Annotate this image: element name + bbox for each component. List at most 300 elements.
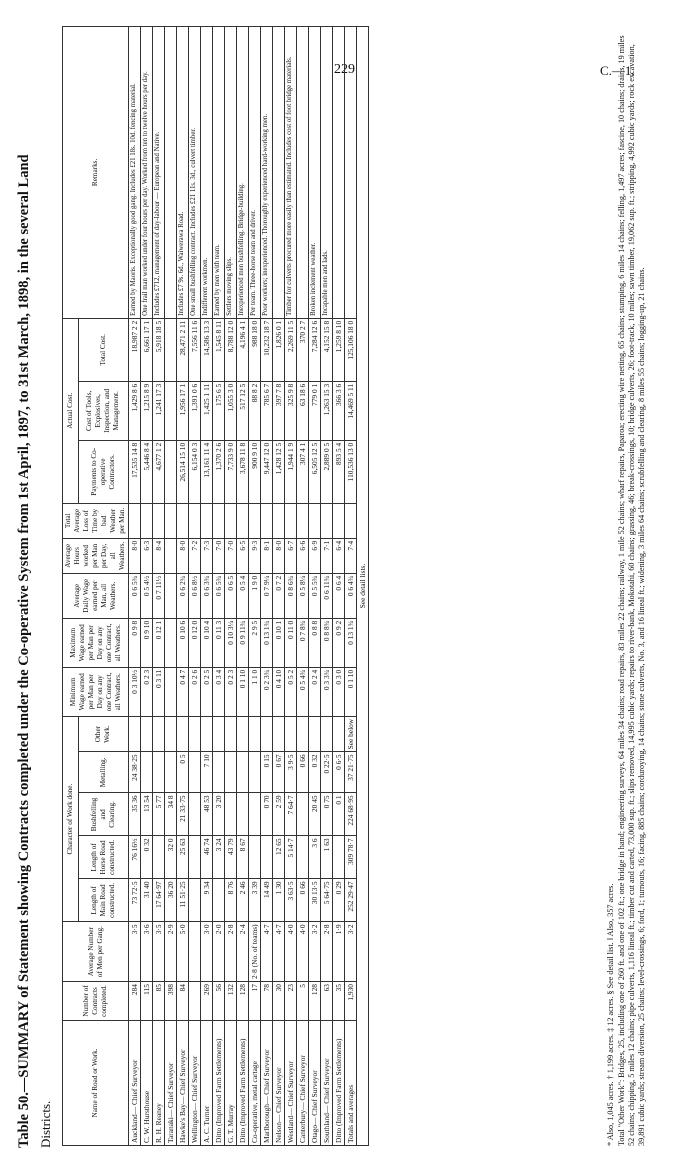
cell-remarks: Includes £712, management of day-labour — European and Native. [153, 27, 165, 319]
header-other-work: Other Work. [78, 716, 128, 752]
header-tools: Cost of Tools, Explosives, Inspection, and Management. [78, 381, 128, 440]
cell-payments: 3,678 11 8 [237, 440, 249, 503]
cell-men: 2·8 (No. of teams) [249, 922, 261, 982]
cell-contracts: 128 [309, 982, 321, 1021]
cell-hours: 6·9 [309, 538, 321, 573]
cell-bush: 5 77 [153, 793, 165, 836]
cell-min: 0 4 10 [273, 667, 285, 716]
cell-metal: 24 38·25 [129, 752, 141, 793]
cell-metal: 0 22·5 [321, 752, 333, 793]
cell-metal [249, 752, 261, 793]
cell-avg: 0 5 5¾ [309, 573, 321, 618]
cell-hours: 7·2 [189, 538, 201, 573]
cell-bush: 2 59 [273, 793, 285, 836]
cell-max [165, 618, 177, 667]
cell-total: 370 2 7 [297, 318, 309, 381]
total-metal: 37 21·75 [345, 752, 357, 793]
cell-avg [165, 573, 177, 618]
cell-total: 4,196 4 1 [237, 318, 249, 381]
cell-hours: 8·0 [129, 538, 141, 573]
cell-men: 3·0 [201, 922, 213, 982]
cell-contracts: 56 [213, 982, 225, 1021]
table-row [333, 27, 345, 1146]
cell-min: 0 2 3 [225, 667, 237, 716]
cell-horse [249, 836, 261, 879]
cell-horse: 3 6 [309, 836, 321, 879]
cell-lost [333, 503, 345, 538]
cell-total: 2,269 11 5 [285, 318, 297, 381]
cell-remarks: Indifferent workmen. [201, 27, 213, 319]
total-horse: 309 78·7 [345, 836, 357, 879]
cell-contracts: 284 [129, 982, 141, 1021]
cell-total: 8,788 12 0 [225, 318, 237, 381]
total-main: 252 29·47 [345, 879, 357, 922]
cell-men: 2·4 [237, 922, 249, 982]
cell-min: 0 4 7 [177, 667, 189, 716]
cell-avg: 0 6 8½ [189, 573, 201, 618]
cell-max: 0 10 4 [201, 618, 213, 667]
header-metalling: Metalling. [78, 752, 128, 793]
cell-avg: 0 5 4½ [141, 573, 153, 618]
cell-other [321, 716, 333, 752]
cell-name: Ditto (Improved Farm Settlements) [237, 1021, 249, 1146]
total-contracts: 1,930 [345, 982, 357, 1021]
cell-tools: 63 18 6 [297, 381, 309, 440]
cell-total: 1,826 0 1 [273, 318, 285, 381]
cell-max: 2 9 5 [249, 618, 261, 667]
cell-bush [189, 793, 201, 836]
cell-horse: 46 74 [201, 836, 213, 879]
total-label: Totals and averages [345, 1021, 357, 1146]
cell-avg: 0 6 5¾ [213, 573, 225, 618]
header-remarks: Remarks. [63, 27, 129, 319]
cell-max: 0 8 8 [309, 618, 321, 667]
cell-other [177, 716, 189, 752]
table-row [225, 27, 237, 1146]
cell-other [153, 716, 165, 752]
cell-horse: 12 65 [273, 836, 285, 879]
cell-total: 988 18 0 [249, 318, 261, 381]
cell-other [309, 716, 321, 752]
cell-men: 3·2 [309, 922, 321, 982]
total-total: 125,106 18 0 [345, 318, 357, 381]
cell-other [249, 716, 261, 752]
cell-bush: 13 54 [141, 793, 153, 836]
cell-metal: 0 15 [261, 752, 273, 793]
cell-metal: 0 32 [309, 752, 321, 793]
cell-bush: 35 36 [129, 793, 141, 836]
cell-horse: 1 63 [321, 836, 333, 879]
header-payments: Payments to Co-operative Contractors. [78, 440, 128, 503]
cell-total: 10,232 18 7 [261, 318, 273, 381]
cell-tools [165, 381, 177, 440]
table-row [249, 27, 261, 1146]
cell-other [129, 716, 141, 752]
page-code: C.—1. [600, 63, 635, 78]
cell-horse [297, 836, 309, 879]
total-lost [345, 503, 357, 538]
cell-men: 3·5 [153, 922, 165, 982]
cell-remarks: One frail man worked under four hours per day. Worked from ten to twelve hours per day. [141, 27, 153, 319]
cell-bush [237, 793, 249, 836]
cell-payments: 6,505 12 5 [309, 440, 321, 503]
cell-payments: 1,428 12 5 [273, 440, 285, 503]
cell-min: 0 3 3¾ [321, 667, 333, 716]
cell-payments: 1,370 2 6 [213, 440, 225, 503]
cell-main: 3 63·5 [285, 879, 297, 922]
cell-total: 28,471 2 11 [177, 318, 189, 381]
cell-name: Auckland— Chief Surveyor [129, 1021, 141, 1146]
total-remarks [345, 27, 357, 319]
cell-contracts: 84 [177, 982, 189, 1021]
cell-max: 0 9 11¾ [237, 618, 249, 667]
cell-tools: 88 8 2 [249, 381, 261, 440]
cell-other [297, 716, 309, 752]
cell-payments: 5,446 8 4 [141, 440, 153, 503]
cell-other [213, 716, 225, 752]
cell-hours: 8·4 [153, 538, 165, 573]
cell-avg: 0 6 2¾ [177, 573, 189, 618]
cell-men: 2·9 [165, 922, 177, 982]
cell-tools: 175 6 5 [213, 381, 225, 440]
cell-lost [153, 503, 165, 538]
cell-men: 4·0 [297, 922, 309, 982]
cell-horse: 5 14·7 [285, 836, 297, 879]
cell-avg: 1 9 0 [249, 573, 261, 618]
header-total-cost: Total Cost. [78, 318, 128, 381]
total-payments: 110,536 13 0 [345, 440, 357, 503]
cell-main: 3 39 [249, 879, 261, 922]
cell-contracts: 63 [321, 982, 333, 1021]
cell-min: 0 3 4 [213, 667, 225, 716]
table-row [165, 27, 177, 1146]
cell-main: 5 64·75 [321, 879, 333, 922]
cell-payments: 6,154 0 3 [189, 440, 201, 503]
cell-payments: 900 9 10 [249, 440, 261, 503]
cell-horse [261, 836, 273, 879]
cell-horse: 76 16½ [129, 836, 141, 879]
cell-min: 0 3 11 [153, 667, 165, 716]
cell-contracts: 23 [285, 982, 297, 1021]
cell-lost [321, 503, 333, 538]
cell-contracts: 269 [201, 982, 213, 1021]
cell-min: 1 1 0 [249, 667, 261, 716]
cell-avg: 0 8 6¾ [285, 573, 297, 618]
cell-max: 0 11 0 [285, 618, 297, 667]
header-horse-road: Length of Horse Road constructed. [78, 836, 128, 879]
table-row [321, 27, 333, 1146]
cell-metal: 3 9·5 [285, 752, 297, 793]
cell-total: 7,284 12 6 [309, 318, 321, 381]
cell-max: 0 9 2 [333, 618, 345, 667]
header-main-road: Length of Main Road constructed. [78, 879, 128, 922]
cell-lost [273, 503, 285, 538]
cell-remarks [165, 27, 177, 319]
total-men: 3·2 [345, 922, 357, 982]
cell-total: 1,259 8 10 [333, 318, 345, 381]
total-tools: 14,469 5 11 [345, 381, 357, 440]
cell-payments: 1,944 1 9 [285, 440, 297, 503]
cell-main: 8 76 [225, 879, 237, 922]
cell-remarks: Incapable men and lads. [321, 27, 333, 319]
cell-bush [225, 793, 237, 836]
cell-main: 36 20 [165, 879, 177, 922]
cell-men: 5·0 [177, 922, 189, 982]
cell-remarks: Includes £7 9s. 6d., Waiwerawa Road. [177, 27, 189, 319]
table-row [189, 27, 201, 1146]
cell-main: 0 29 [333, 879, 345, 922]
cell-total: 5,918 18 5 [153, 318, 165, 381]
cell-contracts: 115 [141, 982, 153, 1021]
cell-tools: 1,263 15 3 [321, 381, 333, 440]
cell-metal [141, 752, 153, 793]
cell-hours: 8·0 [177, 538, 189, 573]
cell-metal: 0 5 [177, 752, 189, 793]
cell-name: Otago— Chief Surveyor [309, 1021, 321, 1146]
cell-tools: 397 7 8 [273, 381, 285, 440]
cell-max: 0 10 1 [273, 618, 285, 667]
cell-min: 0 3 10½ [129, 667, 141, 716]
see-detail-note: See detail lists. [357, 27, 369, 1146]
cell-tools: 1,956 17 1 [177, 381, 189, 440]
cell-name: Ditto (Improved Farm Settlements) [333, 1021, 345, 1146]
cell-men: 3·6 [141, 922, 153, 982]
cell-lost [177, 503, 189, 538]
footnote-inline: * Also, 1,045 acres. † 1,199 acres. ‡ 12 acres. § See detail list. ‖ Also, 357 acres. [606, 883, 615, 1146]
table-row [297, 27, 309, 1146]
cell-min: 0 2 6 [189, 667, 201, 716]
table-row [129, 27, 141, 1146]
cell-horse: 3 24 [213, 836, 225, 879]
cell-contracts: 128 [237, 982, 249, 1021]
cell-other [141, 716, 153, 752]
cell-horse [189, 836, 201, 879]
cell-other [225, 716, 237, 752]
cell-lost [165, 503, 177, 538]
cell-horse: 43 79 [225, 836, 237, 879]
cell-men: 3·5 [129, 922, 141, 982]
cell-metal [225, 752, 237, 793]
cell-men: 4·7 [261, 922, 273, 982]
cell-total: 18,987 2 2 [129, 318, 141, 381]
cell-hours: 7·1 [321, 538, 333, 573]
cell-main [189, 879, 201, 922]
cell-horse [333, 836, 345, 879]
cell-bush [297, 793, 309, 836]
cell-hours: 6·6 [297, 538, 309, 573]
cell-horse: 32 0 [165, 836, 177, 879]
cell-remarks: Settlers moving slips. [225, 27, 237, 319]
cell-metal: 7 10 [201, 752, 213, 793]
cell-avg: 0 6 5¾ [129, 573, 141, 618]
cell-hours: 6·4 [333, 538, 345, 573]
cell-min: 0 1 10 [237, 667, 249, 716]
cell-main [213, 879, 225, 922]
cell-lost [129, 503, 141, 538]
header-character: Character of Work done. [63, 716, 79, 922]
footnotes [606, 26, 648, 1146]
cell-main: 11 51·25 [177, 879, 189, 922]
cell-name: R. H. Reaney [153, 1021, 165, 1146]
cell-name: Nelson— Chief Surveyor [273, 1021, 285, 1146]
cell-horse: 25 63 [177, 836, 189, 879]
cell-tools: 779 0 1 [309, 381, 321, 440]
cell-max: 0 12 1 [153, 618, 165, 667]
cell-hours: 9·3 [249, 538, 261, 573]
table-row [273, 27, 285, 1146]
cell-payments: 13,161 11 4 [201, 440, 213, 503]
cell-men: 2·0 [213, 922, 225, 982]
cell-remarks: Inexperienced men bushfelling. Bridge-building. [237, 27, 249, 319]
cell-payments: 2,889 0 5 [321, 440, 333, 503]
cell-bush [249, 793, 261, 836]
cell-men: 2·8 [321, 922, 333, 982]
cell-avg: 0 6 4 [333, 573, 345, 618]
total-other: See below [345, 716, 357, 752]
cell-total: 7,556 11 6 [189, 318, 201, 381]
total-avg: 0 6 4¾ [345, 573, 357, 618]
cell-min: 0 2 3¾ [261, 667, 273, 716]
table-row [141, 27, 153, 1146]
table-row [261, 27, 273, 1146]
cell-name: Hawke's Bay— Chief Surveyor [177, 1021, 189, 1146]
header-avg-wage: Average Daily Wage earned per Man, all Weathers. [63, 573, 129, 618]
cell-men: 1·9 [333, 922, 345, 982]
cell-total: 14,586 13 3 [201, 318, 213, 381]
cell-min: 0 2 4 [309, 667, 321, 716]
cell-payments: 17,535 14 8 [129, 440, 141, 503]
cell-min [165, 667, 177, 716]
cell-name: A. C. Turner [201, 1021, 213, 1146]
title-second-line: Districts. [38, 1100, 53, 1148]
cell-remarks: Earned by men with team. [213, 27, 225, 319]
cell-name: Wellington— Chief Surveyor [189, 1021, 201, 1146]
cell-tools: 1,429 8 6 [129, 381, 141, 440]
cell-max: 0 8 8¾ [321, 618, 333, 667]
cell-name: Westland— Chief Surveyor [285, 1021, 297, 1146]
cell-bush: 3 20 [213, 793, 225, 836]
cell-total: 1,545 8 11 [213, 318, 225, 381]
cell-metal: 0 6·5 [333, 752, 345, 793]
header-contracts: Number of Contracts completed. [63, 982, 129, 1021]
cell-payments [165, 440, 177, 503]
table-row [153, 27, 165, 1146]
total-bush: 224 68·95 [345, 793, 357, 836]
cell-avg: 0 5 4 [237, 573, 249, 618]
cell-avg: 0 6 5 [225, 573, 237, 618]
cell-hours: 6·5 [237, 538, 249, 573]
cell-contracts: 85 [153, 982, 165, 1021]
cell-main: 1 30 [273, 879, 285, 922]
cell-bush: 34 8 [165, 793, 177, 836]
header-name: Name of Road or Work. [63, 1021, 129, 1146]
cell-metal: 0 67 [273, 752, 285, 793]
cell-min: 0 3 0 [333, 667, 345, 716]
cell-payments: 4,677 1 2 [153, 440, 165, 503]
cell-remarks: One small bushfelling contract. Includes £21 11s. 3d., culvert timber. [189, 27, 201, 319]
cell-tools: 1,391 0 6 [189, 381, 201, 440]
cell-bush: 7 64·7 [285, 793, 297, 836]
cell-name: Co-operative, metal cartage [249, 1021, 261, 1146]
cell-remarks: Earned by Maoris. Exceptionally good gang. Includes £21 18s. 10d. fencing material. [129, 27, 141, 319]
cell-hours: 7·0 [213, 538, 225, 573]
cell-contracts: 398 [165, 982, 177, 1021]
cell-metal [213, 752, 225, 793]
footnote-other-work: Total "Other Work": Bridges, 25, including one of 260 ft. and one of 102 ft.; one bridge in hand; engineering surveys, 64 miles 34 chains; road repairs, 83 miles 22 chains; railway, 1 mile 52 chains; wharf repairs, Paparoa; erecting wire netting, 65 chains; stumping, 6 miles 14 chains; felling, 1,497 acres; fascine, 10 chains; drains, 19 miles 52 chains; chipping, 5 miles 12 chains; pipe culverts, 1,116 lineal ft.; timber cut and carted, 73,000 sup. ft.; slips removed, 14,995 cubic yards; repairs to river-bank, Mokotahi, 60 chains; grassing, 46; break-crossings, 10; bridge culverts, 26; foot-track, 10 miles; sawn timber, 19,062 sup. ft.; stripping, 4,992 cubic yards; rock excavation, 39,891 cubic yards; stream diversion, 25 chains; level-crossings, 6; ford, 1; turnouts, 16; facing, 885 chains; corduroying, 14 chains; stone culverts, No. 3, and 16 lineal ft.; widening, 3 miles 64 chains; scrubfelling and clearing, 8 miles 55 chains; logging-up, 21 chains. [617, 35, 646, 1146]
cell-max: 0 12 0 [189, 618, 201, 667]
see-detail-row [357, 27, 369, 1146]
cell-lost [261, 503, 273, 538]
cell-remarks: Poor workers; inexperienced. Thoroughly experienced hard-working men. [261, 27, 273, 319]
cell-avg: 0 7 9¼ [261, 573, 273, 618]
cell-tools: 366 3 6 [333, 381, 345, 440]
cell-lost [297, 503, 309, 538]
cell-main: 14 49 [261, 879, 273, 922]
cell-tools: 517 12 5 [237, 381, 249, 440]
cell-tools: 1,055 3 0 [225, 381, 237, 440]
cell-main: 2 46 [237, 879, 249, 922]
cell-other [237, 716, 249, 752]
cell-remarks: Broken inclement weather. [309, 27, 321, 319]
cell-tools: 1,425 1 11 [201, 381, 213, 440]
cell-horse: 0 32 [141, 836, 153, 879]
table-row [213, 27, 225, 1146]
cell-min: 0 5 4¾ [297, 667, 309, 716]
cell-max: 0 7 8¾ [297, 618, 309, 667]
table-row [177, 27, 189, 1146]
cell-hours [165, 538, 177, 573]
cell-contracts: 35 [333, 982, 345, 1021]
cell-bush: 0 75 [321, 793, 333, 836]
cell-metal [165, 752, 177, 793]
cell-max: 0 11 3 [213, 618, 225, 667]
cell-main: 73 72·5 [129, 879, 141, 922]
cell-min: 0 2 5 [201, 667, 213, 716]
cell-main: 17 64·97 [153, 879, 165, 922]
cell-hours: 8·1 [261, 538, 273, 573]
total-hours: 7·4 [345, 538, 357, 573]
cell-horse: 8 67 [237, 836, 249, 879]
cell-tools: 785 6 7 [261, 381, 273, 440]
cell-tools: 1,215 8 9 [141, 381, 153, 440]
cell-avg: 0 6 11¾ [321, 573, 333, 618]
cell-men: 2·8 [225, 922, 237, 982]
cell-name: Ditto (Improved Farm Settlements) [213, 1021, 225, 1146]
cell-main: 9 34 [201, 879, 213, 922]
cell-other [189, 716, 201, 752]
cell-main: 0 66 [297, 879, 309, 922]
cell-total [165, 318, 177, 381]
cell-remarks: Timber for culverts procured more easily than estimated. Includes cost of foot bridge materials. [285, 27, 297, 319]
cell-metal: 0 66 [297, 752, 309, 793]
cell-metal [189, 752, 201, 793]
cell-lost [237, 503, 249, 538]
cell-min: 0 5 2 [285, 667, 297, 716]
cell-horse [153, 836, 165, 879]
cell-max: 0 13 1¾ [261, 618, 273, 667]
cell-metal [153, 752, 165, 793]
cell-max: 0 9 8 [129, 618, 141, 667]
cell-bush: 21 33·75 [177, 793, 189, 836]
totals-row [345, 27, 357, 1146]
cell-other [333, 716, 345, 752]
header-max-wage: Maximum Wage earned per Man per Day on any one Contract, all Weathers. [63, 618, 129, 667]
cell-total: 4,152 15 8 [321, 318, 333, 381]
cell-remarks [333, 27, 345, 319]
table-row [201, 27, 213, 1146]
cell-lost [213, 503, 225, 538]
page-number: 229 [334, 62, 355, 77]
